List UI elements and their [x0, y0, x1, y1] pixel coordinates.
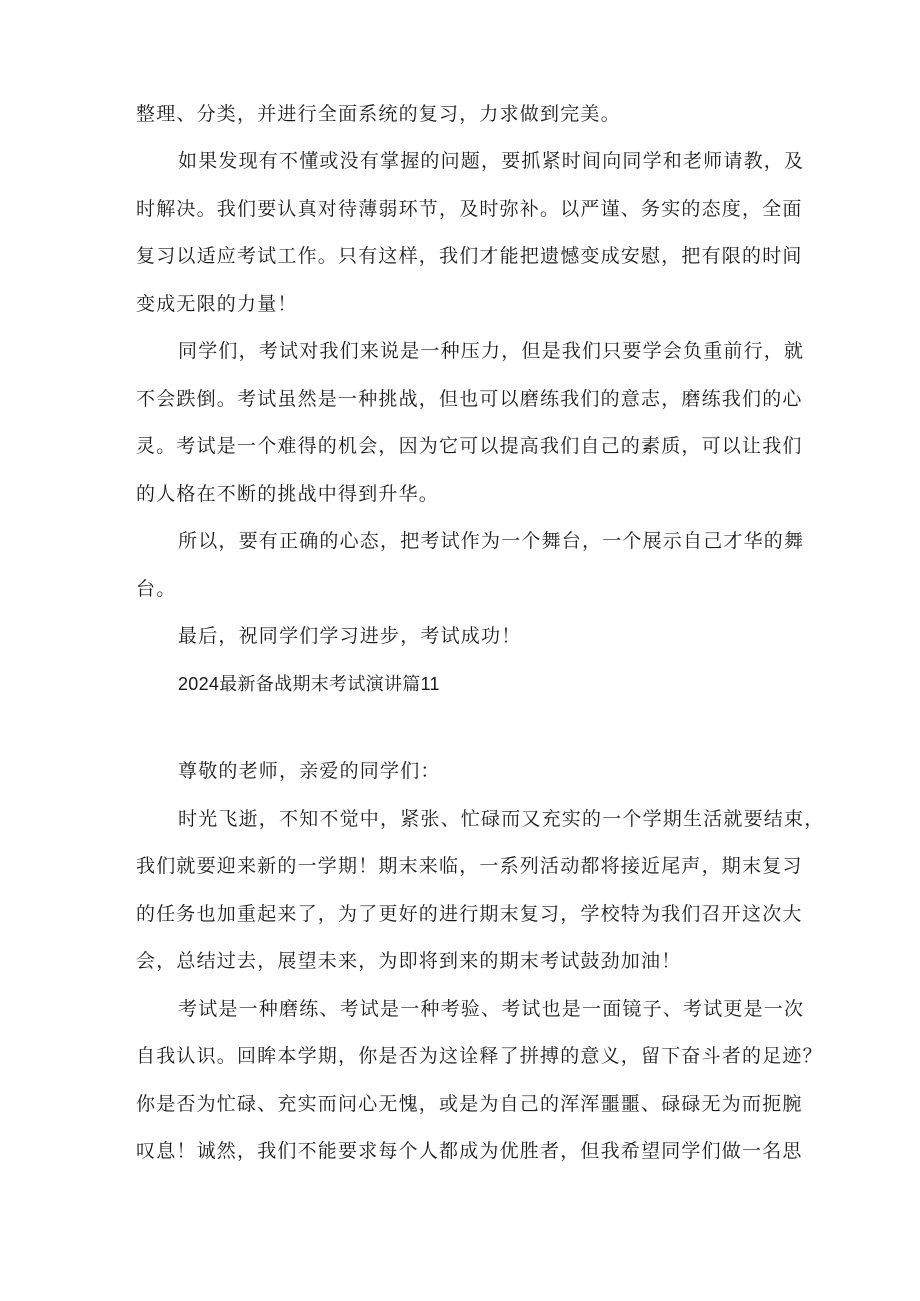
text-line: 考试是一种磨练、考试是一种考验、考试也是一面镜子、考试更是一次 — [178, 998, 805, 1020]
text-line: 最后，祝同学们学习进步，考试成功！ — [178, 625, 522, 647]
text-line: 不会跌倒。考试虽然是一种挑战，但也可以磨练我们的意志，磨练我们的心 — [136, 388, 803, 410]
text-line: 的人格在不断的挑战中得到升华。 — [136, 483, 440, 505]
text-line: 时光飞逝，不知不觉中，紧张、忙碌而又充实的一个学期生活就要结束， — [178, 808, 825, 830]
text-line: 尊敬的老师，亲爱的同学们： — [178, 760, 441, 782]
text-line: 所以，要有正确的心态，把考试作为一个舞台，一个展示自己才华的舞 — [178, 530, 805, 552]
text-line: 自我认识。回眸本学期，你是否为这诠释了拼搏的意义，留下奋斗者的足迹？ — [136, 1045, 823, 1067]
text-line: 灵。考试是一个难得的机会，因为它可以提高我们自己的素质，可以让我们 — [136, 435, 803, 457]
section-title: 2024最新备战期末考试演讲篇11 — [178, 674, 440, 694]
text-line: 复习以适应考试工作。只有这样，我们才能把遗憾变成安慰，把有限的时间 — [136, 245, 803, 267]
text-line: 变成无限的力量！ — [136, 293, 298, 315]
text-line: 我们就要迎来新的一学期！期末来临，一系列活动都将接近尾声，期末复习 — [136, 855, 803, 877]
text-line: 台。 — [136, 578, 177, 600]
text-line: 同学们，考试对我们来说是一种压力，但是我们只要学会负重前行，就 — [178, 340, 805, 362]
text-line: 的任务也加重起来了，为了更好的进行期末复习，学校特为我们召开这次大 — [136, 903, 803, 925]
text-line: 会，总结过去，展望未来，为即将到来的期末考试鼓劲加油！ — [136, 950, 682, 972]
text-line: 叹息！诚然，我们不能要求每个人都成为优胜者，但我希望同学们做一名思 — [136, 1140, 803, 1162]
text-line: 时解决。我们要认真对待薄弱环节，及时弥补。以严谨、务实的态度，全面 — [136, 198, 803, 220]
text-line: 你是否为忙碌、充实而问心无愧，或是为自己的浑浑噩噩、碌碌无为而扼腕 — [136, 1093, 803, 1115]
text-line: 整理、分类，并进行全面系统的复习，力求做到完美。 — [136, 103, 621, 125]
text-line: 如果发现有不懂或没有掌握的问题，要抓紧时间向同学和老师请教，及 — [178, 150, 805, 172]
